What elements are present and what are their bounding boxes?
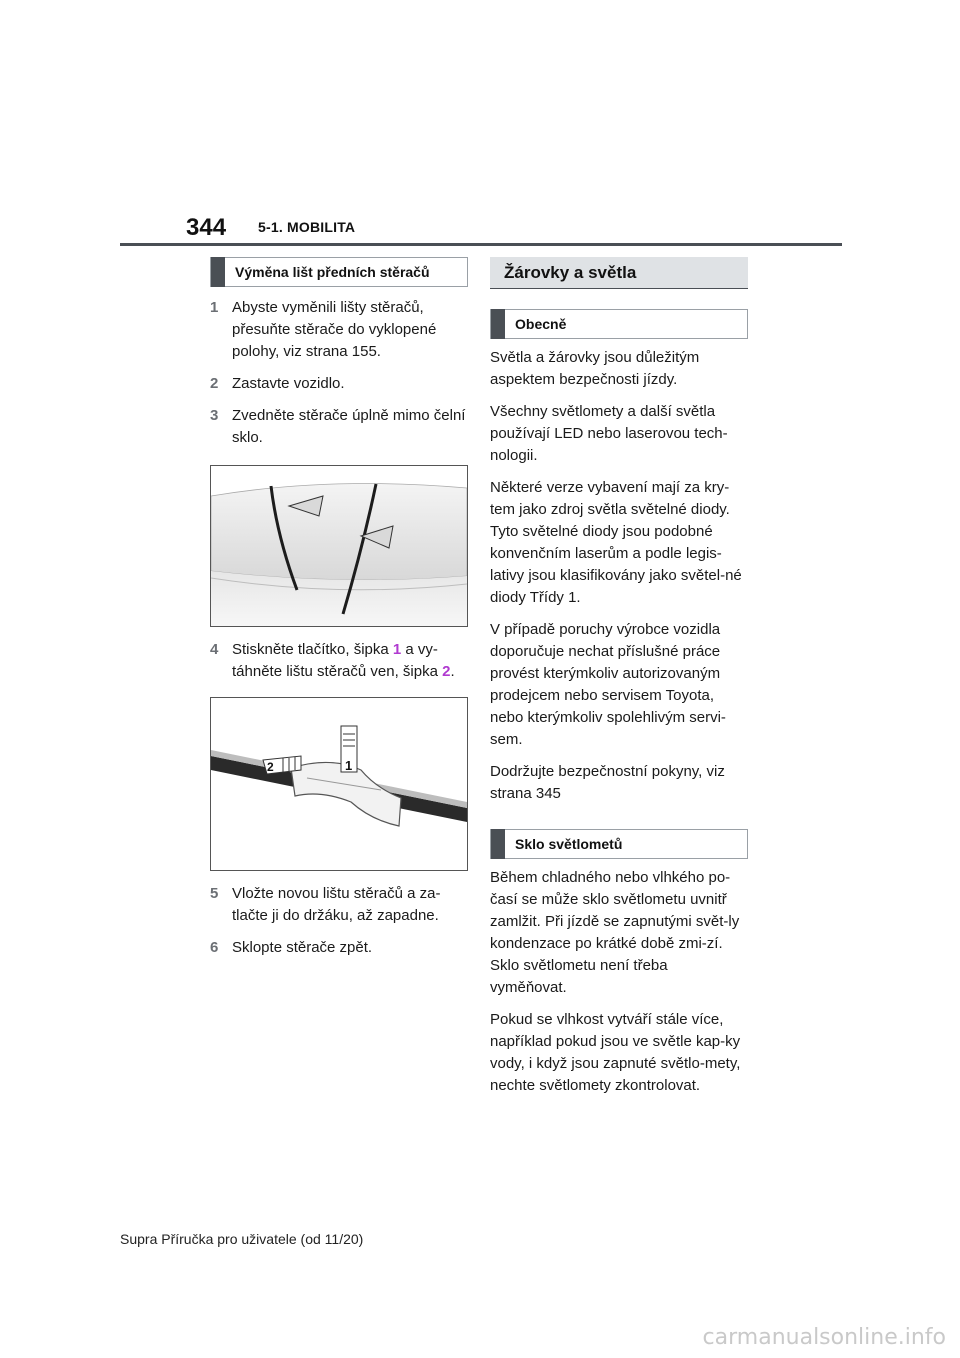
- paragraph: Pokud se vlhkost vytváří stále více, například pokud jsou ve světle kap-ky vody, i když jsou zapnuté světlo-mety, nechte světlomety zkontrolovat.: [490, 1011, 741, 1094]
- step-text: Sklopte stěrače zpět.: [232, 939, 373, 956]
- headlight-glass-subheading: Sklo světlometů: [490, 829, 748, 859]
- step-1: [210, 297, 468, 363]
- step-text-part: Stiskněte tlačítko, šipka: [232, 641, 393, 658]
- step-text: Zvedněte stěrače úplně mimo čelní sklo.: [232, 407, 466, 446]
- step-2: [210, 373, 468, 395]
- paragraph: Některé verze vybavení mají za kry-tem jako zdroj světla světelné diody. Tyto světelné diody jsou podobné konvenčním laserům a podle legis-lativy jsou klasifikovány jako světel-né diody Třídy 1.: [490, 479, 742, 606]
- step-number: 3: [210, 407, 219, 424]
- step-number: 5: [210, 885, 219, 902]
- step-6: [210, 937, 468, 959]
- step-text: Vložte novou lištu stěračů a za-tlačte ji do držáku, až zapadne.: [232, 885, 441, 924]
- step-text: [232, 639, 468, 683]
- illustration-arrow-label-1: 1: [345, 758, 353, 773]
- step-number: 2: [210, 375, 219, 392]
- wiper-blade-removal-illustration: [210, 697, 468, 871]
- wiper-heading: Výměna lišt předních stěračů: [210, 257, 468, 287]
- right-column: [490, 257, 748, 1097]
- lights-heading: Žárovky a světla: [490, 257, 748, 289]
- watermark: carmanualsonline.info: [702, 1325, 946, 1350]
- general-subheading: Obecně: [490, 309, 748, 339]
- header-rule: [120, 243, 842, 246]
- page-number: 344: [186, 214, 227, 241]
- step-number: 4: [210, 641, 219, 658]
- paragraph: Všechny světlomety a další světla používají LED nebo laserovou tech-nologii.: [490, 403, 728, 464]
- step-text-part: a vy-táhněte lištu stěračů ven, šipka: [232, 641, 443, 680]
- step-5: [210, 883, 468, 927]
- left-column: [210, 257, 468, 959]
- arrow-ref-2: 2: [442, 663, 451, 680]
- step-text: Abyste vyměnili lišty stěračů, přesuňte stěrače do vyklopené polohy, viz strana 155.: [232, 299, 437, 360]
- paragraph: Během chladného nebo vlhkého po-časí se může sklo světlometu uvnitř zamlžit. Při jízdě se zapnutými svět-ly kondenzace po krátké době zmi-zí. Sklo světlometu není třeba vyměňovat.: [490, 869, 740, 996]
- windshield-wiper-illustration: [210, 465, 468, 627]
- footer-text: Supra Příručka pro uživatele (od 11/20): [120, 1231, 364, 1247]
- paragraph: Dodržujte bezpečnostní pokyny, viz strana 345: [490, 763, 725, 802]
- step-number: 1: [210, 299, 219, 316]
- step-3: [210, 405, 468, 449]
- paragraph: Světla a žárovky jsou důležitým aspektem bezpečnosti jízdy.: [490, 349, 700, 388]
- section-label: 5-1. MOBILITA: [258, 219, 356, 235]
- step-4: [210, 639, 468, 683]
- step-text-part: .: [450, 663, 455, 680]
- illustration-arrow-label-2: 2: [267, 760, 274, 774]
- paragraph: V případě poruchy výrobce vozidla doporučuje nechat příslušné práce provést kterýmkoliv autorizovaným prodejcem nebo servisem Toyota, nebo kterýmkoliv spolehlivým servi-sem.: [490, 621, 726, 748]
- step-text: Zastavte vozidlo.: [232, 375, 345, 392]
- step-number: 6: [210, 939, 219, 956]
- arrow-ref-1: 1: [392, 641, 402, 658]
